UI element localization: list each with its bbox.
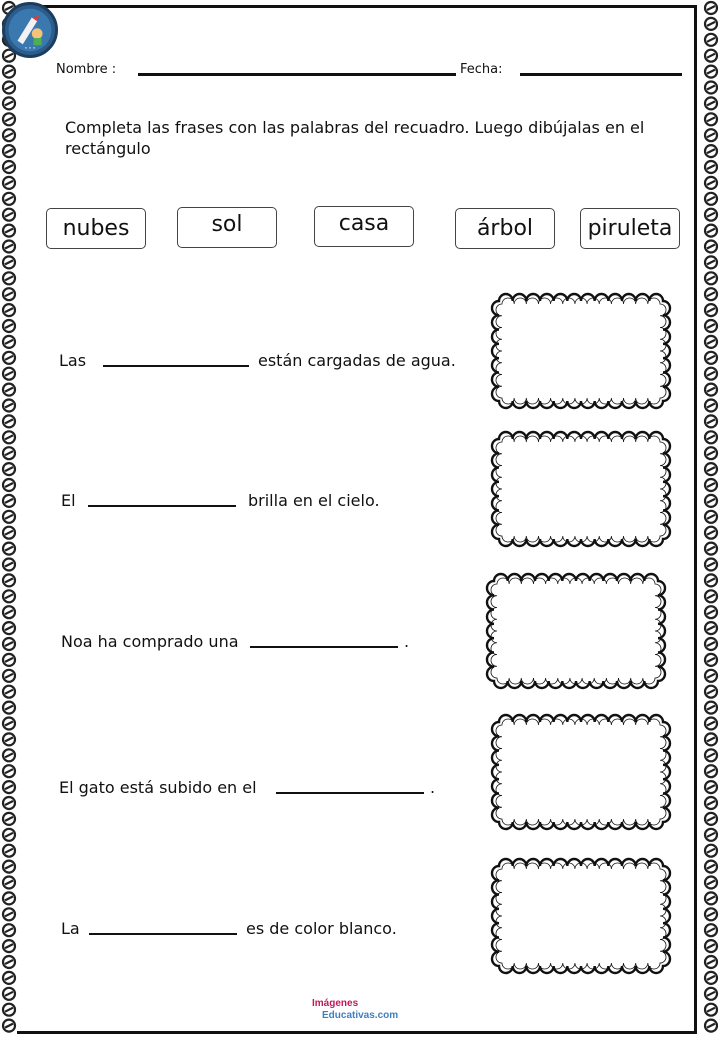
ring-icon bbox=[3, 352, 15, 364]
ring-icon bbox=[705, 431, 717, 443]
ring-icon bbox=[705, 702, 717, 714]
ring-clasp-icon bbox=[5, 515, 13, 519]
ring-icon bbox=[3, 431, 15, 443]
ring-clasp-icon bbox=[5, 451, 13, 455]
ring-icon bbox=[3, 781, 15, 793]
drawing-box-2[interactable] bbox=[490, 430, 672, 548]
ring-icon bbox=[3, 956, 15, 968]
ring-clasp-icon bbox=[707, 563, 715, 567]
ring-clasp-icon bbox=[707, 117, 715, 121]
ring-icon bbox=[3, 877, 15, 889]
ring-clasp-icon bbox=[707, 101, 715, 105]
ring-clasp-icon bbox=[707, 1008, 715, 1012]
ring-icon bbox=[3, 272, 15, 284]
ring-clasp-icon bbox=[707, 626, 715, 630]
ring-clasp-icon bbox=[5, 181, 13, 185]
ring-icon bbox=[705, 877, 717, 889]
ring-icon bbox=[705, 654, 717, 666]
drawing-box-3[interactable] bbox=[485, 572, 667, 690]
ring-clasp-icon bbox=[5, 340, 13, 344]
ring-icon bbox=[3, 765, 15, 777]
svg-text:• • •: • • • bbox=[24, 46, 36, 52]
ring-icon bbox=[705, 400, 717, 412]
ring-clasp-icon bbox=[707, 769, 715, 773]
ring-clasp-icon bbox=[707, 86, 715, 90]
ring-icon bbox=[705, 733, 717, 745]
ring-clasp-icon bbox=[5, 849, 13, 853]
ring-icon bbox=[705, 797, 717, 809]
ring-icon bbox=[705, 1020, 717, 1032]
ring-clasp-icon bbox=[5, 563, 13, 567]
ring-icon bbox=[705, 670, 717, 682]
ring-icon bbox=[705, 765, 717, 777]
ring-clasp-icon bbox=[707, 483, 715, 487]
ring-clasp-icon bbox=[707, 992, 715, 996]
sentence-4-blank[interactable] bbox=[276, 792, 424, 794]
ring-clasp-icon bbox=[5, 674, 13, 678]
ring-icon bbox=[3, 813, 15, 825]
ring-clasp-icon bbox=[707, 197, 715, 201]
date-label: Fecha: bbox=[460, 62, 503, 77]
ring-icon bbox=[3, 495, 15, 507]
ring-clasp-icon bbox=[707, 896, 715, 900]
ring-icon bbox=[705, 956, 717, 968]
ring-clasp-icon bbox=[707, 340, 715, 344]
word-card-casa: casa bbox=[314, 206, 414, 247]
scalloped-frame bbox=[487, 574, 665, 688]
ring-icon bbox=[705, 288, 717, 300]
ring-icon bbox=[705, 813, 717, 825]
ring-icon bbox=[705, 320, 717, 332]
sentence-2-end: brilla en el cielo. bbox=[248, 491, 380, 510]
ring-clasp-icon bbox=[5, 101, 13, 105]
ring-clasp-icon bbox=[707, 610, 715, 614]
ring-icon bbox=[705, 892, 717, 904]
ring-icon bbox=[3, 972, 15, 984]
ring-icon bbox=[3, 511, 15, 523]
ring-clasp-icon bbox=[707, 404, 715, 408]
ring-clasp-icon bbox=[5, 610, 13, 614]
ring-clasp-icon bbox=[707, 515, 715, 519]
ring-icon bbox=[705, 129, 717, 141]
ring-clasp-icon bbox=[707, 70, 715, 74]
ring-icon bbox=[3, 384, 15, 396]
ring-clasp-icon bbox=[5, 1008, 13, 1012]
word-card-sol: sol bbox=[177, 207, 277, 248]
ring-clasp-icon bbox=[707, 753, 715, 757]
ring-clasp-icon bbox=[5, 658, 13, 662]
ring-clasp-icon bbox=[5, 54, 13, 58]
sentence-4-start: El gato está subido en el bbox=[59, 778, 257, 797]
ring-clasp-icon bbox=[5, 499, 13, 503]
ring-clasp-icon bbox=[5, 372, 13, 376]
ring-clasp-icon bbox=[5, 276, 13, 280]
ring-clasp-icon bbox=[707, 181, 715, 185]
ring-clasp-icon bbox=[707, 38, 715, 42]
ring-icon bbox=[3, 161, 15, 173]
ring-icon bbox=[3, 527, 15, 539]
ring-clasp-icon bbox=[5, 86, 13, 90]
ring-icon bbox=[705, 908, 717, 920]
ring-clasp-icon bbox=[5, 245, 13, 249]
ring-icon bbox=[705, 415, 717, 427]
ring-clasp-icon bbox=[5, 578, 13, 582]
ring-clasp-icon bbox=[707, 801, 715, 805]
sentence-5-start: La bbox=[61, 919, 80, 938]
ring-clasp-icon bbox=[5, 912, 13, 916]
ring-clasp-icon bbox=[707, 133, 715, 137]
ring-clasp-icon bbox=[5, 133, 13, 137]
ring-icon bbox=[705, 463, 717, 475]
footer-line-1: Imágenes bbox=[312, 998, 359, 1009]
ring-icon bbox=[3, 415, 15, 427]
ring-clasp-icon bbox=[707, 594, 715, 598]
ring-icon bbox=[3, 177, 15, 189]
ring-icon bbox=[705, 686, 717, 698]
ring-clasp-icon bbox=[707, 419, 715, 423]
ring-icon bbox=[3, 304, 15, 316]
ring-icon bbox=[705, 241, 717, 253]
ring-icon bbox=[3, 447, 15, 459]
ring-icon bbox=[3, 733, 15, 745]
ring-clasp-icon bbox=[5, 833, 13, 837]
ring-icon bbox=[3, 241, 15, 253]
ring-clasp-icon bbox=[5, 690, 13, 694]
sentence-1-blank[interactable] bbox=[103, 365, 249, 367]
ring-icon bbox=[705, 972, 717, 984]
ring-icon bbox=[705, 384, 717, 396]
ring-icon bbox=[3, 1020, 15, 1032]
ring-clasp-icon bbox=[5, 324, 13, 328]
ring-clasp-icon bbox=[707, 690, 715, 694]
ring-clasp-icon bbox=[707, 833, 715, 837]
ring-clasp-icon bbox=[5, 753, 13, 757]
ring-icon bbox=[3, 463, 15, 475]
ring-clasp-icon bbox=[707, 245, 715, 249]
ring-icon bbox=[3, 336, 15, 348]
ring-clasp-icon bbox=[707, 229, 715, 233]
ring-icon bbox=[705, 225, 717, 237]
ring-icon bbox=[3, 845, 15, 857]
ring-clasp-icon bbox=[5, 642, 13, 646]
date-field-line[interactable] bbox=[520, 73, 682, 76]
ring-clasp-icon bbox=[5, 928, 13, 932]
ring-clasp-icon bbox=[707, 308, 715, 312]
ring-clasp-icon bbox=[707, 642, 715, 646]
ring-clasp-icon bbox=[5, 419, 13, 423]
ring-icon bbox=[3, 82, 15, 94]
ring-clasp-icon bbox=[5, 722, 13, 726]
ring-icon bbox=[3, 66, 15, 78]
ring-icon bbox=[3, 590, 15, 602]
ring-icon bbox=[705, 368, 717, 380]
ring-icon bbox=[3, 193, 15, 205]
ring-clasp-icon bbox=[5, 992, 13, 996]
ring-icon bbox=[705, 2, 717, 14]
ring-clasp-icon bbox=[707, 737, 715, 741]
scalloped-frame bbox=[492, 294, 670, 408]
ring-icon bbox=[705, 50, 717, 62]
word-card-nubes: nubes bbox=[46, 208, 146, 249]
ring-icon bbox=[705, 145, 717, 157]
ring-icon bbox=[705, 177, 717, 189]
ring-icon bbox=[3, 225, 15, 237]
ring-clasp-icon bbox=[707, 22, 715, 26]
ring-icon bbox=[3, 861, 15, 873]
sentence-3-end: . bbox=[404, 632, 410, 651]
drawing-box-4[interactable] bbox=[490, 713, 672, 831]
ring-clasp-icon bbox=[5, 149, 13, 153]
ring-icon bbox=[705, 272, 717, 284]
ring-clasp-icon bbox=[707, 976, 715, 980]
ring-clasp-icon bbox=[707, 849, 715, 853]
ring-clasp-icon bbox=[707, 292, 715, 296]
scalloped-frame bbox=[492, 432, 670, 546]
ring-clasp-icon bbox=[707, 276, 715, 280]
ring-clasp-icon bbox=[707, 578, 715, 582]
ring-clasp-icon bbox=[707, 547, 715, 551]
footer-line-2: Educativas.com bbox=[322, 1010, 399, 1021]
ring-clasp-icon bbox=[707, 324, 715, 328]
ring-icon bbox=[705, 988, 717, 1000]
name-label: Nombre : bbox=[56, 62, 117, 77]
ring-icon bbox=[705, 82, 717, 94]
ring-icon bbox=[3, 940, 15, 952]
ring-icon bbox=[705, 622, 717, 634]
ring-icon bbox=[705, 1004, 717, 1016]
ring-icon bbox=[3, 702, 15, 714]
instructions-text: Completa las frases con las palabras del recuadro. Luego dibújalas en el rectángulo bbox=[65, 118, 645, 158]
ring-clasp-icon bbox=[5, 626, 13, 630]
ring-icon bbox=[3, 924, 15, 936]
ring-icon bbox=[3, 320, 15, 332]
ring-clasp-icon bbox=[5, 467, 13, 471]
ring-icon bbox=[3, 543, 15, 555]
ring-clasp-icon bbox=[5, 404, 13, 408]
ring-icon bbox=[3, 718, 15, 730]
sentence-1-start: Las bbox=[59, 351, 87, 370]
ring-clasp-icon bbox=[5, 737, 13, 741]
ring-clasp-icon bbox=[5, 197, 13, 201]
ring-clasp-icon bbox=[5, 960, 13, 964]
ring-icon bbox=[3, 97, 15, 109]
ring-clasp-icon bbox=[5, 594, 13, 598]
name-field-line[interactable] bbox=[138, 73, 456, 76]
ring-clasp-icon bbox=[5, 435, 13, 439]
ring-clasp-icon bbox=[5, 881, 13, 885]
ring-icon bbox=[705, 749, 717, 761]
ring-clasp-icon bbox=[5, 896, 13, 900]
ring-icon bbox=[3, 797, 15, 809]
footer-watermark bbox=[312, 998, 398, 1022]
ring-clasp-icon bbox=[707, 435, 715, 439]
ring-clasp-icon bbox=[5, 1024, 13, 1028]
ring-clasp-icon bbox=[5, 547, 13, 551]
ring-clasp-icon bbox=[5, 229, 13, 233]
word-card-piruleta: piruleta bbox=[580, 208, 680, 249]
ring-icon bbox=[3, 908, 15, 920]
ring-clasp-icon bbox=[707, 928, 715, 932]
ring-clasp-icon bbox=[707, 865, 715, 869]
ring-icon bbox=[705, 18, 717, 30]
ring-clasp-icon bbox=[707, 785, 715, 789]
ring-icon bbox=[705, 924, 717, 936]
ring-clasp-icon bbox=[5, 706, 13, 710]
drawing-box-5[interactable] bbox=[490, 857, 672, 975]
ring-clasp-icon bbox=[707, 499, 715, 503]
ring-clasp-icon bbox=[5, 117, 13, 121]
sentence-2-blank[interactable] bbox=[88, 505, 236, 507]
ring-icon bbox=[705, 845, 717, 857]
ring-clasp-icon bbox=[707, 388, 715, 392]
ring-icon bbox=[705, 574, 717, 586]
ring-icon bbox=[705, 479, 717, 491]
ring-icon bbox=[3, 622, 15, 634]
sentence-5-end: es de color blanco. bbox=[246, 919, 397, 938]
ring-icon bbox=[3, 829, 15, 841]
ring-icon bbox=[705, 781, 717, 793]
ring-clasp-icon bbox=[5, 388, 13, 392]
ring-icon bbox=[3, 606, 15, 618]
ring-icon bbox=[705, 304, 717, 316]
ring-clasp-icon bbox=[707, 944, 715, 948]
ring-clasp-icon bbox=[707, 531, 715, 535]
ring-icon bbox=[705, 495, 717, 507]
ring-icon bbox=[3, 670, 15, 682]
ring-clasp-icon bbox=[707, 467, 715, 471]
ring-clasp-icon bbox=[707, 372, 715, 376]
ring-icon bbox=[705, 66, 717, 78]
ring-icon bbox=[3, 892, 15, 904]
ring-clasp-icon bbox=[5, 292, 13, 296]
ring-clasp-icon bbox=[707, 817, 715, 821]
ring-icon bbox=[3, 574, 15, 586]
ring-icon bbox=[705, 336, 717, 348]
ring-icon bbox=[3, 559, 15, 571]
ring-clasp-icon bbox=[707, 356, 715, 360]
ring-clasp-icon bbox=[5, 70, 13, 74]
ring-icon bbox=[3, 638, 15, 650]
sentence-3-blank[interactable] bbox=[250, 646, 398, 648]
ring-clasp-icon bbox=[5, 483, 13, 487]
word-card-arbol: árbol bbox=[455, 208, 555, 249]
ring-clasp-icon bbox=[5, 260, 13, 264]
ring-icon bbox=[705, 34, 717, 46]
scalloped-frame bbox=[492, 715, 670, 829]
ring-clasp-icon bbox=[707, 881, 715, 885]
ring-icon bbox=[3, 209, 15, 221]
site-logo-icon bbox=[2, 2, 58, 58]
ring-icon bbox=[705, 559, 717, 571]
ring-icon bbox=[705, 193, 717, 205]
ring-clasp-icon bbox=[707, 6, 715, 10]
ring-icon bbox=[705, 161, 717, 173]
ring-clasp-icon bbox=[707, 722, 715, 726]
ring-icon bbox=[3, 479, 15, 491]
ring-icon bbox=[705, 590, 717, 602]
ring-icon bbox=[3, 1004, 15, 1016]
ring-clasp-icon bbox=[707, 674, 715, 678]
ring-icon bbox=[3, 654, 15, 666]
ring-icon bbox=[3, 256, 15, 268]
ring-clasp-icon bbox=[707, 451, 715, 455]
ring-icon bbox=[705, 113, 717, 125]
sentence-5-blank[interactable] bbox=[89, 933, 237, 935]
ring-icon bbox=[705, 447, 717, 459]
ring-clasp-icon bbox=[5, 785, 13, 789]
ring-clasp-icon bbox=[707, 260, 715, 264]
ring-icon bbox=[3, 129, 15, 141]
ring-icon bbox=[705, 940, 717, 952]
ring-icon bbox=[705, 352, 717, 364]
ring-icon bbox=[705, 256, 717, 268]
ring-icon bbox=[705, 861, 717, 873]
scalloped-frame bbox=[492, 859, 670, 973]
ring-icon bbox=[3, 749, 15, 761]
sentence-4-end: . bbox=[430, 778, 436, 797]
ring-icon bbox=[3, 113, 15, 125]
ring-icon bbox=[705, 209, 717, 221]
ring-clasp-icon bbox=[707, 1024, 715, 1028]
ring-clasp-icon bbox=[5, 865, 13, 869]
ring-icon bbox=[705, 97, 717, 109]
ring-clasp-icon bbox=[707, 960, 715, 964]
ring-clasp-icon bbox=[707, 912, 715, 916]
ring-icon bbox=[705, 511, 717, 523]
ring-icon bbox=[3, 145, 15, 157]
ring-clasp-icon bbox=[5, 531, 13, 535]
ring-icon bbox=[705, 527, 717, 539]
ring-clasp-icon bbox=[5, 944, 13, 948]
ring-clasp-icon bbox=[707, 213, 715, 217]
ring-icon bbox=[705, 543, 717, 555]
ring-clasp-icon bbox=[5, 769, 13, 773]
drawing-box-1[interactable] bbox=[490, 292, 672, 410]
ring-clasp-icon bbox=[5, 308, 13, 312]
ring-icon bbox=[705, 638, 717, 650]
ring-clasp-icon bbox=[707, 54, 715, 58]
ring-clasp-icon bbox=[5, 817, 13, 821]
ring-clasp-icon bbox=[5, 165, 13, 169]
ring-clasp-icon bbox=[707, 149, 715, 153]
ring-icon bbox=[3, 368, 15, 380]
ring-icon bbox=[705, 829, 717, 841]
ring-icon bbox=[705, 718, 717, 730]
ring-clasp-icon bbox=[5, 976, 13, 980]
ring-icon bbox=[3, 988, 15, 1000]
sentence-3-start: Noa ha comprado una bbox=[61, 632, 239, 651]
ring-clasp-icon bbox=[5, 356, 13, 360]
ring-icon bbox=[3, 400, 15, 412]
sentence-2-start: El bbox=[61, 491, 76, 510]
ring-clasp-icon bbox=[5, 801, 13, 805]
ring-clasp-icon bbox=[707, 165, 715, 169]
ring-icon bbox=[3, 686, 15, 698]
ring-clasp-icon bbox=[707, 658, 715, 662]
ring-clasp-icon bbox=[707, 706, 715, 710]
ring-clasp-icon bbox=[5, 213, 13, 217]
sentence-1-end: están cargadas de agua. bbox=[258, 351, 456, 370]
ring-icon bbox=[3, 288, 15, 300]
ring-icon bbox=[705, 606, 717, 618]
